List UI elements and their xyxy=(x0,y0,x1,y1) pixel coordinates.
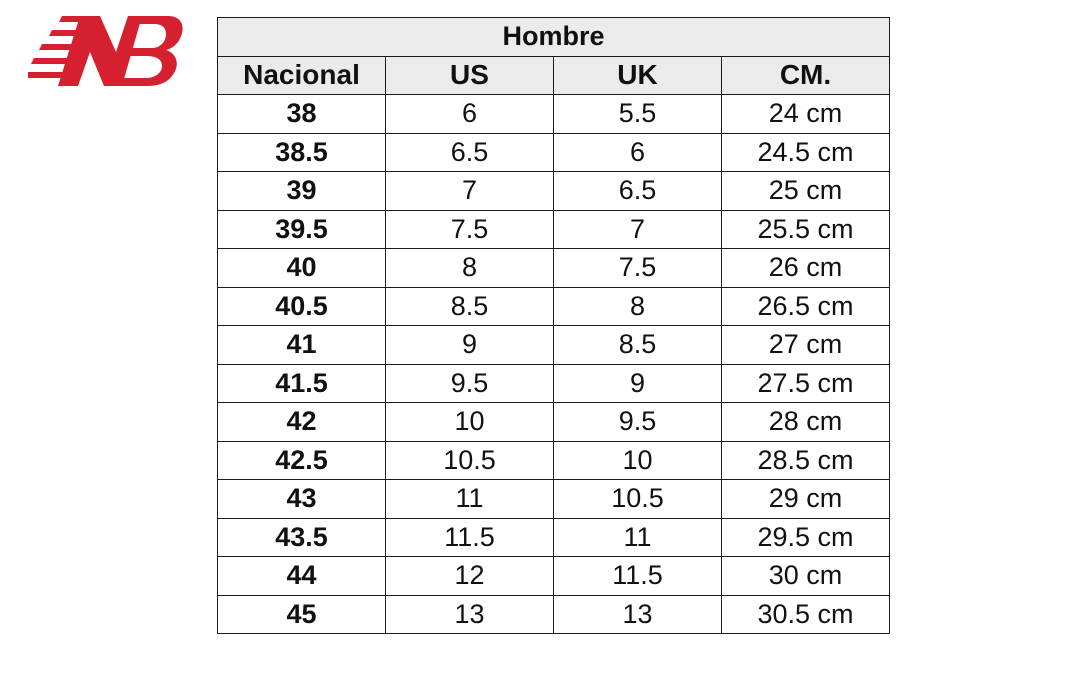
table-row xyxy=(218,287,890,326)
header-row xyxy=(218,56,890,95)
nb-logo-icon xyxy=(28,12,184,90)
cell-cm: 29.5 cm xyxy=(722,518,890,557)
cell-us: 8.5 xyxy=(386,287,554,326)
cell-nacional: 40.5 xyxy=(218,287,386,326)
cell-nacional: 44 xyxy=(218,557,386,596)
cell-nacional: 43.5 xyxy=(218,518,386,557)
cell-nacional: 39 xyxy=(218,172,386,211)
cell-uk: 6 xyxy=(554,133,722,172)
table-row xyxy=(218,480,890,519)
header-nacional: Nacional xyxy=(218,56,386,95)
cell-cm: 30 cm xyxy=(722,557,890,596)
cell-us: 11.5 xyxy=(386,518,554,557)
header-uk: UK xyxy=(554,56,722,95)
table-row xyxy=(218,95,890,134)
table-row xyxy=(218,210,890,249)
cell-nacional: 42 xyxy=(218,403,386,442)
cell-uk: 9 xyxy=(554,364,722,403)
cell-uk: 5.5 xyxy=(554,95,722,134)
cell-nacional: 41.5 xyxy=(218,364,386,403)
cell-nacional: 41 xyxy=(218,326,386,365)
cell-nacional: 38.5 xyxy=(218,133,386,172)
new-balance-logo xyxy=(28,12,184,90)
table-row xyxy=(218,518,890,557)
table-row xyxy=(218,557,890,596)
size-chart-table xyxy=(217,17,890,634)
cell-us: 8 xyxy=(386,249,554,288)
cell-uk: 6.5 xyxy=(554,172,722,211)
table-row xyxy=(218,364,890,403)
cell-cm: 28.5 cm xyxy=(722,441,890,480)
cell-uk: 13 xyxy=(554,595,722,634)
cell-uk: 7 xyxy=(554,210,722,249)
cell-us: 11 xyxy=(386,480,554,519)
cell-cm: 24.5 cm xyxy=(722,133,890,172)
table-body xyxy=(218,95,890,634)
table-row xyxy=(218,172,890,211)
cell-uk: 11 xyxy=(554,518,722,557)
header-us: US xyxy=(386,56,554,95)
cell-cm: 24 cm xyxy=(722,95,890,134)
cell-us: 10.5 xyxy=(386,441,554,480)
cell-us: 7 xyxy=(386,172,554,211)
cell-cm: 27 cm xyxy=(722,326,890,365)
cell-nacional: 39.5 xyxy=(218,210,386,249)
cell-nacional: 42.5 xyxy=(218,441,386,480)
header-cm: CM. xyxy=(722,56,890,95)
cell-uk: 7.5 xyxy=(554,249,722,288)
cell-us: 12 xyxy=(386,557,554,596)
cell-us: 9.5 xyxy=(386,364,554,403)
cell-uk: 9.5 xyxy=(554,403,722,442)
cell-nacional: 43 xyxy=(218,480,386,519)
table-row xyxy=(218,133,890,172)
cell-cm: 26.5 cm xyxy=(722,287,890,326)
cell-us: 9 xyxy=(386,326,554,365)
cell-us: 6.5 xyxy=(386,133,554,172)
cell-cm: 25 cm xyxy=(722,172,890,211)
title-row xyxy=(218,18,890,57)
table-row xyxy=(218,595,890,634)
cell-us: 10 xyxy=(386,403,554,442)
cell-cm: 26 cm xyxy=(722,249,890,288)
cell-cm: 29 cm xyxy=(722,480,890,519)
cell-cm: 25.5 cm xyxy=(722,210,890,249)
cell-us: 13 xyxy=(386,595,554,634)
cell-nacional: 40 xyxy=(218,249,386,288)
table-row xyxy=(218,326,890,365)
cell-uk: 10.5 xyxy=(554,480,722,519)
table-row xyxy=(218,441,890,480)
table-row xyxy=(218,249,890,288)
cell-cm: 30.5 cm xyxy=(722,595,890,634)
cell-uk: 8.5 xyxy=(554,326,722,365)
cell-cm: 27.5 cm xyxy=(722,364,890,403)
cell-us: 7.5 xyxy=(386,210,554,249)
cell-nacional: 45 xyxy=(218,595,386,634)
cell-uk: 10 xyxy=(554,441,722,480)
cell-us: 6 xyxy=(386,95,554,134)
cell-uk: 11.5 xyxy=(554,557,722,596)
cell-cm: 28 cm xyxy=(722,403,890,442)
cell-nacional: 38 xyxy=(218,95,386,134)
cell-uk: 8 xyxy=(554,287,722,326)
table-row xyxy=(218,403,890,442)
table-title: Hombre xyxy=(218,18,890,57)
